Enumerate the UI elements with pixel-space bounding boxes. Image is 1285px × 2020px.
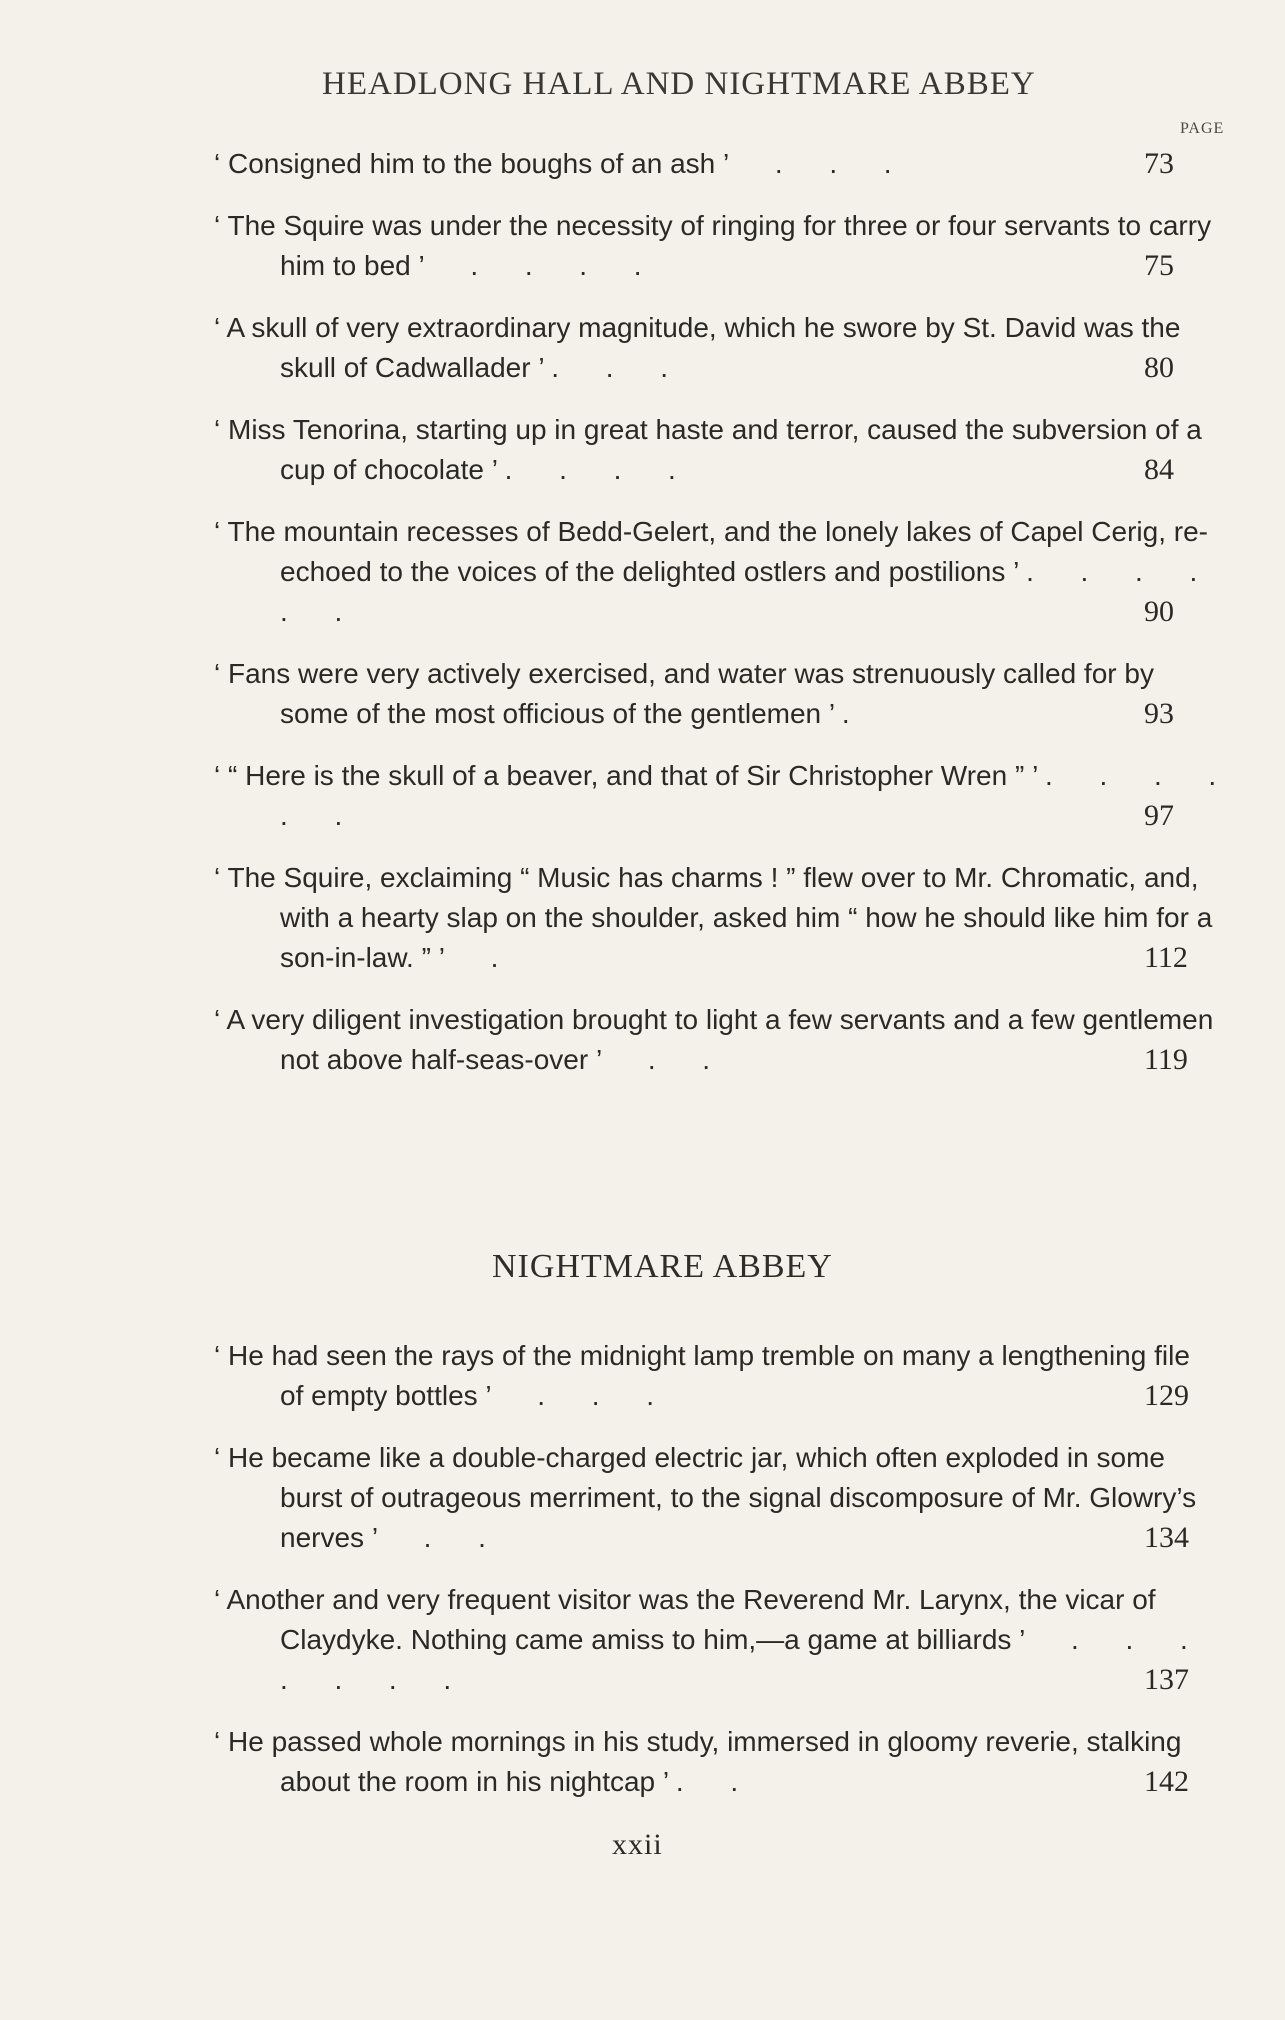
entry-page-number: 75 bbox=[1144, 249, 1174, 282]
entry-page-number: 112 bbox=[1144, 941, 1188, 974]
list-item bbox=[214, 512, 1244, 632]
list-item bbox=[214, 1722, 1224, 1802]
list-item bbox=[214, 206, 1224, 286]
list-item bbox=[214, 1438, 1224, 1558]
entry-caption: ‘ Consigned him to the boughs of an ash ’ . . . bbox=[214, 148, 892, 179]
entry-page-number: 73 bbox=[1144, 147, 1174, 180]
entry-page-number: 129 bbox=[1144, 1379, 1189, 1412]
entry-page-number: 80 bbox=[1144, 351, 1174, 384]
entry-page-number: 84 bbox=[1144, 453, 1174, 486]
entry-caption: ‘ He passed whole mornings in his study, immersed in gloomy reverie, stalking about the room in his nightcap ’ . . bbox=[214, 1726, 1190, 1797]
list-item bbox=[214, 1580, 1235, 1700]
list-item bbox=[214, 1336, 1224, 1416]
list-item bbox=[214, 1000, 1224, 1080]
entry-caption: ‘ He had seen the rays of the midnight lamp tremble on many a lengthening file of empty bottles ’ . . . bbox=[214, 1340, 1198, 1411]
list-item bbox=[214, 144, 1224, 184]
entry-page-number: 90 bbox=[1144, 595, 1174, 628]
illustrations-list-nightmare-abbey bbox=[214, 1336, 1235, 1824]
entry-caption: ‘ “ Here is the skull of a beaver, and that of Sir Christopher Wren ” ’ . . . . . . bbox=[214, 760, 1263, 831]
entry-caption: ‘ The mountain recesses of Bedd-Gelert, and the lonely lakes of Capel Cerig, re-echoed to the voices of the delighted ostlers and postilions ’ . . . . . . bbox=[214, 516, 1244, 627]
list-item bbox=[214, 654, 1224, 734]
list-item bbox=[214, 756, 1263, 836]
entry-page-number: 142 bbox=[1144, 1765, 1189, 1798]
illustrations-list-headlong-hall bbox=[214, 144, 1263, 1102]
running-title: HEADLONG HALL AND NIGHTMARE ABBEY bbox=[322, 66, 1036, 102]
entry-caption: ‘ The Squire was under the necessity of ringing for three or four servants to carry him to bed ’ . . . . bbox=[214, 210, 1219, 281]
page-folio: xxii bbox=[612, 1828, 663, 1861]
list-item bbox=[214, 858, 1224, 978]
entry-page-number: 97 bbox=[1144, 799, 1174, 832]
entry-page-number: 93 bbox=[1144, 697, 1174, 730]
entry-caption: ‘ Fans were very actively exercised, and water was strenuously called for by some of the most officious of the gentlemen ’ . bbox=[214, 658, 1162, 729]
entry-caption: ‘ A skull of very extraordinary magnitude, which he swore by St. David was the skull of Cadwallader ’ . . . bbox=[214, 312, 1189, 383]
page-column-label: PAGE bbox=[1180, 120, 1225, 137]
entry-caption: ‘ The Squire, exclaiming “ Music has charms ! ” flew over to Mr. Chromatic, and, with a hearty slap on the shoulder, asked him “ how he should like him for a son-in-law. ” ’ . bbox=[214, 862, 1221, 973]
list-item bbox=[214, 410, 1224, 490]
entry-page-number: 134 bbox=[1144, 1521, 1189, 1554]
entry-caption: ‘ He became like a double-charged electric jar, which often exploded in some burst of outrageous merriment, to the signal discomposure of Mr. Glowry’s nerves ’ . . bbox=[214, 1442, 1204, 1553]
entry-page-number: 137 bbox=[1144, 1663, 1189, 1696]
list-item bbox=[214, 308, 1224, 388]
entry-page-number: 119 bbox=[1144, 1043, 1188, 1076]
section-heading: NIGHTMARE ABBEY bbox=[492, 1248, 833, 1285]
entry-caption: ‘ Another and very frequent visitor was the Reverend Mr. Larynx, the vicar of Claydyke. Nothing came amiss to him,—a game at billiards ’ . . . . . . . bbox=[214, 1584, 1235, 1695]
entry-caption: ‘ A very diligent investigation brought to light a few servants and a few gentlemen not above half-seas-over ’ . . bbox=[214, 1004, 1222, 1075]
entry-caption: ‘ Miss Tenorina, starting up in great haste and terror, caused the subversion of a cup of chocolate ’ . . . . bbox=[214, 414, 1210, 485]
